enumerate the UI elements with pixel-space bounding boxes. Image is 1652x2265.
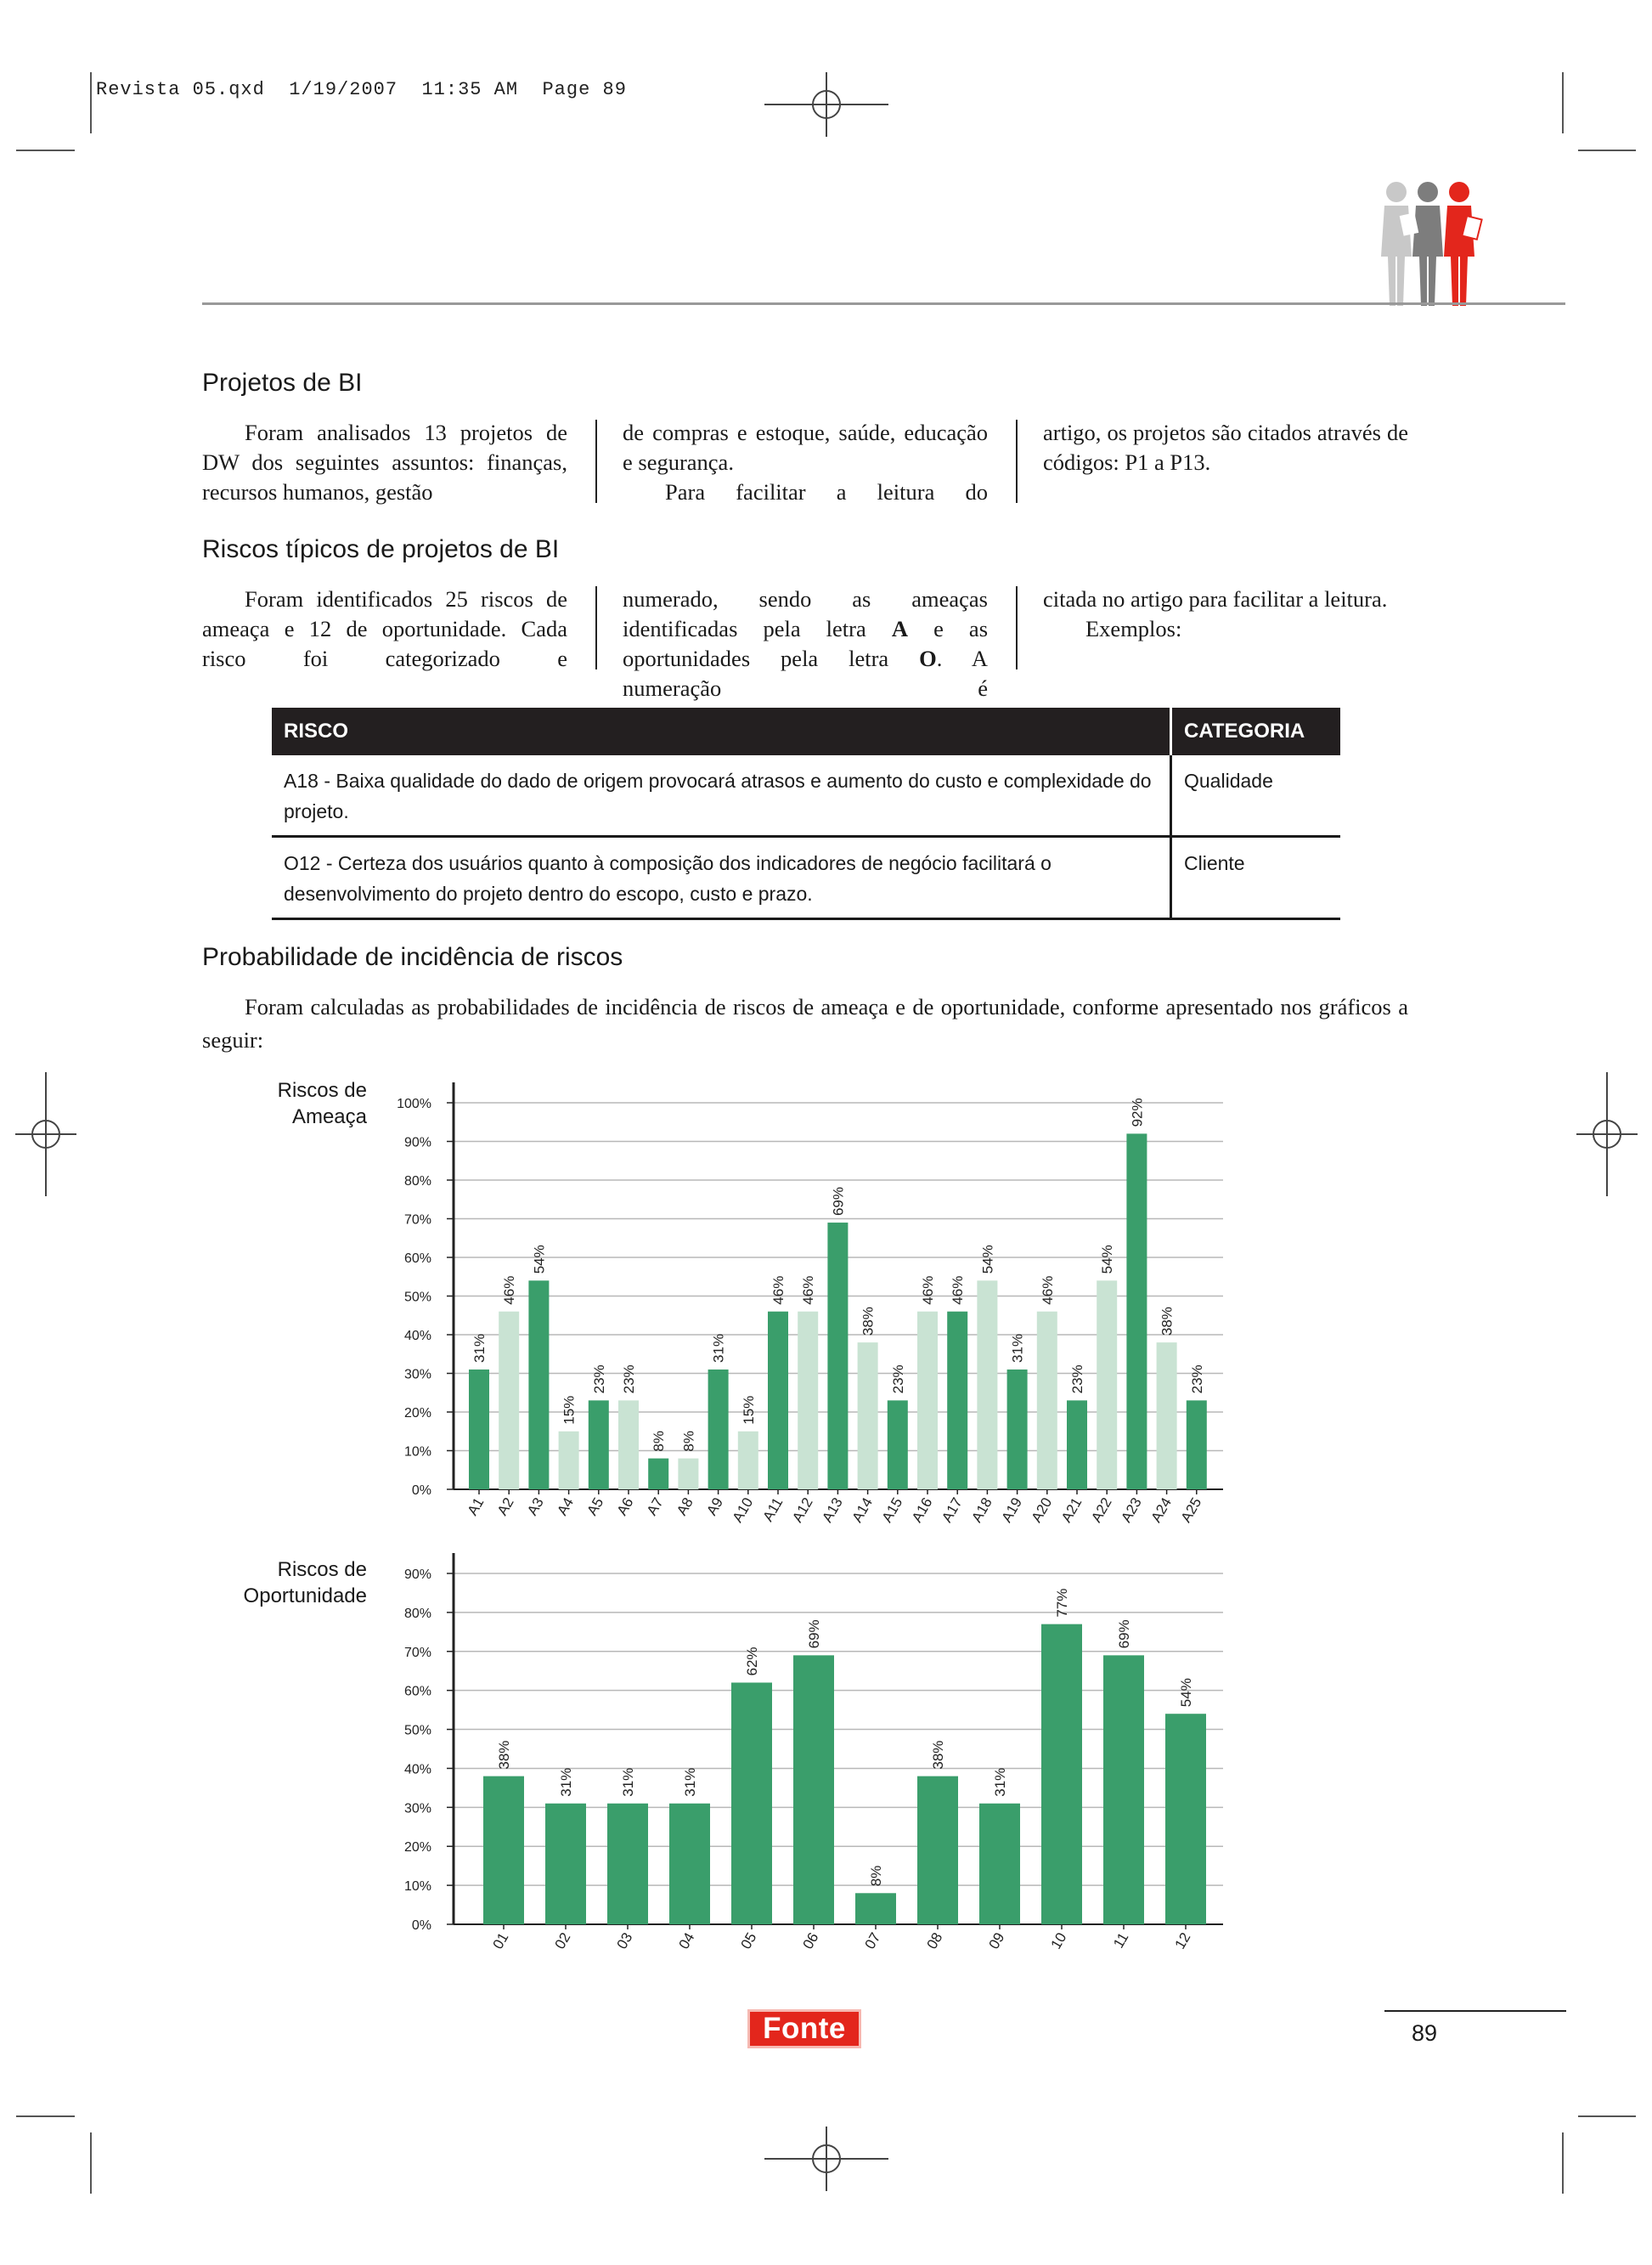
bar (977, 1280, 997, 1489)
bar (979, 1804, 1020, 1924)
x-tick-label: A2 (493, 1494, 517, 1519)
x-tick-label: A24 (1147, 1494, 1176, 1526)
y-tick-label: 80% (403, 1174, 431, 1189)
chart-title-line: Riscos de (277, 1079, 367, 1102)
data-label: 15% (561, 1395, 578, 1425)
y-tick-label: 30% (403, 1367, 431, 1382)
x-tick-label: A18 (968, 1494, 995, 1526)
x-tick-label: A9 (703, 1494, 727, 1519)
x-tick-label: 06 (799, 1929, 822, 1952)
x-tick-label: 09 (985, 1929, 1008, 1952)
x-tick-label: 04 (675, 1929, 698, 1952)
bar (528, 1280, 549, 1489)
y-tick-label: 60% (403, 1684, 431, 1699)
x-tick-label: A7 (643, 1494, 667, 1519)
data-label: 38% (930, 1740, 946, 1770)
x-tick-label: 08 (923, 1929, 946, 1952)
data-label: 23% (590, 1364, 607, 1394)
table-cell-categoria: Qualidade (1171, 755, 1341, 837)
data-label: 46% (950, 1275, 967, 1305)
bar (858, 1342, 878, 1489)
bar (648, 1459, 668, 1489)
y-tick-label: 10% (403, 1879, 431, 1895)
chart-title-line: Riscos de (277, 1558, 367, 1581)
y-tick-label: 90% (403, 1135, 431, 1150)
bar (917, 1312, 938, 1489)
paragraph: Exemplos: (1085, 616, 1182, 641)
data-label: 38% (496, 1740, 512, 1770)
x-tick-label: A1 (464, 1494, 488, 1519)
x-tick-label: 05 (737, 1929, 760, 1952)
x-tick-label: A5 (584, 1494, 607, 1519)
x-tick-label: A20 (1028, 1494, 1056, 1526)
x-tick-label: 12 (1171, 1929, 1194, 1952)
table-header-risco: RISCO (272, 708, 1171, 755)
print-slug: Revista 05.qxd 1/19/2007 11:35 AM Page 89 (96, 79, 627, 100)
data-label: 31% (471, 1333, 488, 1363)
x-tick-label: A4 (554, 1494, 578, 1519)
x-tick-label: A25 (1177, 1494, 1205, 1526)
y-tick-label: 0% (411, 1918, 431, 1933)
x-tick-label: 03 (613, 1929, 636, 1952)
x-tick-label: A6 (613, 1494, 637, 1519)
x-tick-label: 10 (1047, 1929, 1070, 1952)
x-tick-label: A21 (1057, 1494, 1085, 1526)
bar (559, 1432, 579, 1489)
data-label: 31% (620, 1767, 636, 1797)
y-tick-label: 10% (403, 1444, 431, 1460)
bar (731, 1682, 772, 1924)
paragraph: numerado, sendo as ameaças identificadas pela letra A e as oportunidades pela letra O. A numeração é (623, 586, 989, 701)
bar (917, 1776, 958, 1924)
y-tick-label: 40% (403, 1762, 431, 1777)
x-tick-label: 02 (551, 1929, 574, 1952)
bar (589, 1400, 609, 1489)
data-label: 77% (1054, 1588, 1070, 1618)
bar (469, 1370, 489, 1489)
y-tick-label: 60% (403, 1251, 431, 1266)
x-tick-label: A23 (1118, 1494, 1145, 1526)
data-label: 23% (621, 1364, 637, 1394)
data-label: 46% (800, 1275, 817, 1305)
data-label: 62% (744, 1647, 760, 1676)
bar (1126, 1133, 1147, 1489)
bar (827, 1223, 848, 1489)
table-cell-categoria: Cliente (1171, 837, 1341, 919)
y-tick-label: 50% (403, 1290, 431, 1305)
y-tick-label: 20% (403, 1840, 431, 1855)
data-label: 46% (501, 1275, 518, 1305)
x-tick-label: A8 (674, 1494, 696, 1519)
bar (1097, 1280, 1117, 1489)
section-title-projetos: Projetos de BI (202, 369, 363, 397)
footer-rule (1384, 2010, 1566, 2012)
x-tick-label: A12 (789, 1494, 816, 1526)
bar (855, 1893, 896, 1924)
bar (1187, 1400, 1207, 1489)
x-tick-label: 11 (1110, 1929, 1132, 1952)
paragraph: Foram analisados 13 projetos de DW dos seguintes assuntos: finanças, recursos humanos, gestão (202, 420, 567, 505)
y-tick-label: 0% (411, 1483, 431, 1498)
data-label: 8% (680, 1431, 697, 1452)
x-tick-label: 07 (861, 1929, 884, 1952)
bar (798, 1312, 818, 1489)
paragraph: citada no artigo para facilitar a leitura. (1043, 586, 1388, 612)
bar (947, 1312, 967, 1489)
data-label: 54% (531, 1245, 548, 1274)
data-label: 31% (682, 1767, 698, 1797)
paragraph: Para facilitar a leitura do (665, 479, 988, 505)
data-label: 46% (770, 1275, 787, 1305)
x-tick-label: A16 (908, 1494, 936, 1526)
chart-title-line: Ameaça (291, 1105, 367, 1128)
y-tick-label: 80% (403, 1606, 431, 1621)
data-label: 46% (1039, 1275, 1056, 1305)
data-label: 23% (889, 1364, 906, 1394)
x-tick-label: A19 (998, 1494, 1026, 1526)
section-title-riscos: Riscos típicos de projetos de BI (202, 535, 560, 563)
data-label: 69% (830, 1187, 847, 1217)
data-label: 92% (1129, 1098, 1146, 1127)
bar (1037, 1312, 1057, 1489)
bar (1103, 1655, 1144, 1924)
data-label: 38% (860, 1307, 877, 1336)
data-label: 38% (1159, 1307, 1176, 1336)
bar (1165, 1714, 1206, 1924)
y-tick-label: 70% (403, 1212, 431, 1228)
y-tick-label: 100% (397, 1097, 431, 1111)
bar (678, 1459, 698, 1489)
data-label: 69% (1116, 1619, 1132, 1649)
data-label: 31% (710, 1333, 727, 1363)
data-label: 54% (1099, 1245, 1116, 1274)
data-label: 23% (1069, 1364, 1085, 1394)
bar (708, 1370, 729, 1489)
x-tick-label: A3 (524, 1494, 547, 1519)
x-tick-label: A15 (878, 1494, 906, 1526)
y-tick-label: 40% (403, 1329, 431, 1343)
paragraph: de compras e estoque, saúde, educação e segurança. (623, 420, 988, 475)
y-tick-label: 70% (403, 1645, 431, 1660)
data-label: 8% (868, 1865, 884, 1887)
data-label: 15% (740, 1395, 757, 1425)
table-cell-risco: O12 - Certeza dos usuários quanto à composição dos indicadores de negócio facilitará o desenvolvimento do projeto dentro do escopo, custo e prazo. (272, 837, 1171, 919)
y-tick-label: 90% (403, 1567, 431, 1582)
bar (483, 1776, 524, 1924)
x-tick-label: A10 (729, 1494, 757, 1526)
bar (738, 1432, 758, 1489)
fonte-logo: Fonte (747, 2009, 861, 2048)
data-label: 8% (651, 1431, 668, 1452)
bar (888, 1400, 908, 1489)
data-label: 54% (979, 1245, 996, 1274)
data-label: 54% (1178, 1678, 1194, 1708)
table-cell-risco: A18 - Baixa qualidade do dado de origem provocará atrasos e aumento do custo e complexidade do projeto. (272, 755, 1171, 837)
bar (607, 1804, 648, 1924)
y-tick-label: 20% (403, 1406, 431, 1421)
x-tick-label: A13 (819, 1494, 846, 1526)
x-tick-label: A22 (1088, 1494, 1115, 1526)
bar (1007, 1370, 1028, 1489)
data-label: 69% (806, 1619, 822, 1649)
paragraph: artigo, os projetos são citados através de códigos: P1 a P13. (1043, 420, 1408, 475)
data-label: 46% (920, 1275, 936, 1305)
bar (499, 1312, 519, 1489)
bar (1067, 1400, 1087, 1489)
x-tick-label: A14 (849, 1494, 877, 1526)
bar (793, 1655, 834, 1924)
data-label: 31% (558, 1767, 574, 1797)
section-title-probabilidade: Probabilidade de incidência de riscos (202, 943, 623, 971)
data-label: 31% (1009, 1333, 1026, 1363)
bar (768, 1312, 788, 1489)
data-label: 23% (1188, 1364, 1205, 1394)
paragraph: Foram calculadas as probabilidades de incidência de riscos de ameaça e de oportunidade, conforme apresentado nos gráficos a seguir: (202, 994, 1408, 1053)
bar (1041, 1624, 1082, 1924)
paragraph: Foram identificados 25 riscos de ameaça e 12 de oportunidade. Cada risco foi categorizado e (202, 586, 567, 671)
x-tick-label: A11 (759, 1494, 787, 1525)
chart-title-line: Oportunidade (243, 1584, 367, 1607)
page-number: 89 (1412, 2020, 1438, 2046)
data-label: 31% (992, 1767, 1008, 1797)
y-tick-label: 50% (403, 1723, 431, 1738)
x-tick-label: 01 (489, 1929, 512, 1952)
table-header-categoria: CATEGORIA (1171, 708, 1341, 755)
bar (618, 1400, 639, 1489)
bar (545, 1804, 586, 1924)
bar (1157, 1342, 1177, 1489)
x-tick-label: A17 (939, 1494, 966, 1526)
y-tick-label: 30% (403, 1801, 431, 1816)
bar (669, 1804, 710, 1924)
